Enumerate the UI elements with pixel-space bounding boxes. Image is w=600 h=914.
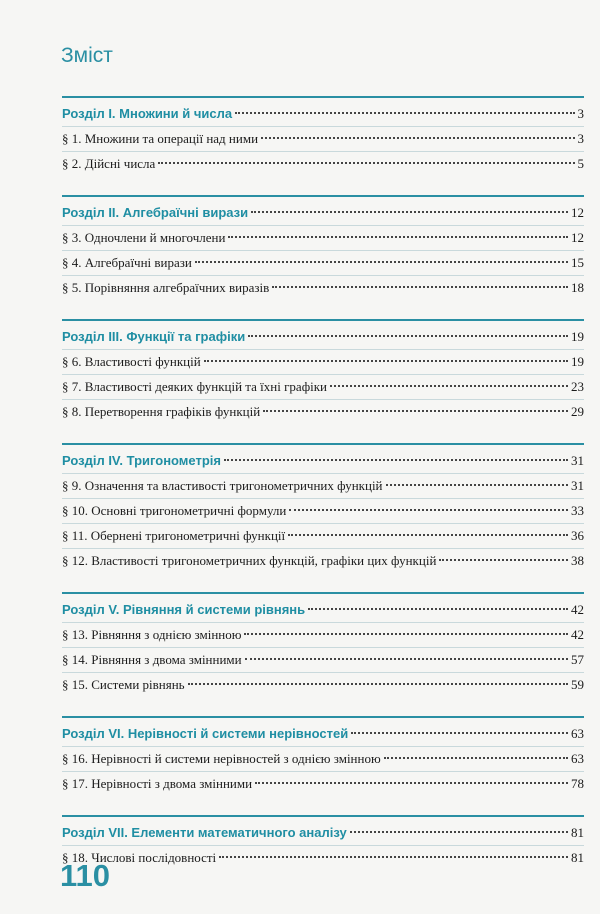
toc-entry-label: § 4. Алгебраїчні вирази bbox=[62, 255, 192, 270]
toc-section bbox=[62, 592, 584, 697]
section-title[interactable] bbox=[62, 201, 584, 226]
dot-leader bbox=[330, 385, 568, 387]
toc-entry[interactable] bbox=[62, 474, 584, 499]
dot-leader bbox=[351, 732, 568, 734]
section-title[interactable] bbox=[62, 722, 584, 747]
toc-entry-page: 5 bbox=[577, 156, 584, 171]
section-title-page: 63 bbox=[571, 726, 584, 741]
section-title-label: Розділ V. Рівняння й системи рівнянь bbox=[62, 602, 306, 617]
toc-entry-page: 15 bbox=[571, 255, 584, 270]
toc-entry-page: 57 bbox=[571, 652, 584, 667]
section-title[interactable] bbox=[62, 102, 584, 127]
section-divider bbox=[62, 96, 584, 98]
toc-section bbox=[62, 716, 584, 796]
toc-entry[interactable] bbox=[62, 623, 584, 648]
section-title-label: Розділ VII. Елементи математичного аналізу bbox=[62, 825, 347, 840]
section-title[interactable] bbox=[62, 821, 584, 846]
dot-leader bbox=[228, 236, 568, 238]
toc-entry[interactable] bbox=[62, 350, 584, 375]
toc-entry-label: § 5. Порівняння алгебраїчних виразів bbox=[62, 280, 270, 295]
dot-leader bbox=[386, 484, 568, 486]
dot-leader bbox=[272, 286, 568, 288]
toc-heading: Зміст bbox=[61, 44, 113, 67]
toc-entry-label: § 9. Означення та властивості тригонометричних функцій bbox=[62, 478, 383, 493]
section-title-label: Розділ І. Множини й числа bbox=[62, 106, 233, 121]
toc-entry[interactable] bbox=[62, 524, 584, 549]
section-divider bbox=[62, 195, 584, 197]
toc-entry[interactable] bbox=[62, 251, 584, 276]
dot-leader bbox=[263, 410, 568, 412]
dot-leader bbox=[288, 534, 568, 536]
toc-entry-label: § 12. Властивості тригонометричних функцій, графіки цих функцій bbox=[62, 553, 437, 568]
section-divider bbox=[62, 592, 584, 594]
section-title[interactable] bbox=[62, 598, 584, 623]
dot-leader bbox=[195, 261, 568, 263]
toc-entry-page: 29 bbox=[571, 404, 584, 419]
section-title-label: Розділ IV. Тригонометрія bbox=[62, 453, 221, 468]
toc-entry-page: 59 bbox=[571, 677, 584, 692]
toc-entry-label: § 8. Перетворення графіків функцій bbox=[62, 404, 261, 419]
toc-entry-page: 3 bbox=[577, 131, 584, 146]
toc-section bbox=[62, 443, 584, 573]
toc-section bbox=[62, 319, 584, 424]
dot-leader bbox=[308, 608, 568, 610]
toc-entry-label: § 14. Рівняння з двома змінними bbox=[62, 652, 242, 667]
toc-entry[interactable] bbox=[62, 226, 584, 251]
dot-leader bbox=[219, 856, 568, 858]
dot-leader bbox=[289, 509, 568, 511]
section-title[interactable] bbox=[62, 325, 584, 350]
toc-entry-page: 33 bbox=[571, 503, 584, 518]
toc-entry[interactable] bbox=[62, 673, 584, 697]
toc-entry-page: 31 bbox=[571, 478, 584, 493]
dot-leader bbox=[384, 757, 568, 759]
toc-entry-page: 36 bbox=[571, 528, 584, 543]
section-divider bbox=[62, 815, 584, 817]
dot-leader bbox=[158, 162, 574, 164]
toc-entry-label: § 3. Одночлени й многочлени bbox=[62, 230, 226, 245]
toc-entry-label: § 17. Нерівності з двома змінними bbox=[62, 776, 253, 791]
toc-entry-page: 78 bbox=[571, 776, 584, 791]
section-title[interactable] bbox=[62, 449, 584, 474]
dot-leader bbox=[188, 683, 568, 685]
section-title-page: 42 bbox=[571, 602, 584, 617]
toc-entry[interactable] bbox=[62, 772, 584, 796]
section-title-label: Розділ VI. Нерівності й системи нерівностей bbox=[62, 726, 349, 741]
dot-leader bbox=[261, 137, 574, 139]
toc-entry-page: 12 bbox=[571, 230, 584, 245]
section-title-page: 19 bbox=[571, 329, 584, 344]
section-title-label: Розділ ІІІ. Функції та графіки bbox=[62, 329, 246, 344]
toc-entry[interactable] bbox=[62, 276, 584, 300]
toc-entry[interactable] bbox=[62, 499, 584, 524]
toc-entry-page: 81 bbox=[571, 850, 584, 865]
toc-entry-page: 38 bbox=[571, 553, 584, 568]
section-divider bbox=[62, 716, 584, 718]
dot-leader bbox=[251, 211, 568, 213]
toc-entry-page: 18 bbox=[571, 280, 584, 295]
toc-entry-label: § 13. Рівняння з однією змінною bbox=[62, 627, 242, 642]
toc-entry-page: 63 bbox=[571, 751, 584, 766]
dot-leader bbox=[244, 633, 568, 635]
toc-entry-label: § 6. Властивості функцій bbox=[62, 354, 201, 369]
toc-entry-page: 42 bbox=[571, 627, 584, 642]
table-of-contents bbox=[62, 96, 584, 889]
toc-entry[interactable] bbox=[62, 747, 584, 772]
section-divider bbox=[62, 319, 584, 321]
section-divider bbox=[62, 443, 584, 445]
toc-entry-label: § 18. Числові послідовності bbox=[62, 850, 217, 865]
dot-leader bbox=[439, 559, 568, 561]
toc-entry-label: § 15. Системи рівнянь bbox=[62, 677, 185, 692]
toc-entry-page: 19 bbox=[571, 354, 584, 369]
toc-entry-label: § 1. Множини та операції над ними bbox=[62, 131, 259, 146]
toc-entry[interactable] bbox=[62, 127, 584, 152]
section-title-label: Розділ ІІ. Алгебраїчні вирази bbox=[62, 205, 249, 220]
toc-entry[interactable] bbox=[62, 549, 584, 573]
toc-entry[interactable] bbox=[62, 846, 584, 870]
toc-entry[interactable] bbox=[62, 648, 584, 673]
page-number: 110 bbox=[60, 858, 111, 893]
dot-leader bbox=[204, 360, 568, 362]
toc-section bbox=[62, 195, 584, 300]
section-title-page: 3 bbox=[577, 106, 584, 121]
section-title-page: 12 bbox=[571, 205, 584, 220]
toc-section bbox=[62, 815, 584, 870]
toc-entry-label: § 11. Обернені тригонометричні функції bbox=[62, 528, 286, 543]
dot-leader bbox=[245, 658, 568, 660]
toc-entry-label: § 2. Дійсні числа bbox=[62, 156, 156, 171]
section-title-page: 81 bbox=[571, 825, 584, 840]
dot-leader bbox=[255, 782, 568, 784]
toc-entry-label: § 10. Основні тригонометричні формули bbox=[62, 503, 287, 518]
toc-entry[interactable] bbox=[62, 152, 584, 176]
dot-leader bbox=[248, 335, 568, 337]
toc-entry[interactable] bbox=[62, 375, 584, 400]
toc-section bbox=[62, 96, 584, 176]
dot-leader bbox=[235, 112, 574, 114]
toc-entry-page: 23 bbox=[571, 379, 584, 394]
section-title-page: 31 bbox=[571, 453, 584, 468]
dot-leader bbox=[350, 831, 568, 833]
toc-entry-label: § 16. Нерівності й системи нерівностей з однією змінною bbox=[62, 751, 381, 766]
toc-entry[interactable] bbox=[62, 400, 584, 424]
dot-leader bbox=[224, 459, 568, 461]
toc-entry-label: § 7. Властивості деяких функцій та їхні графіки bbox=[62, 379, 328, 394]
